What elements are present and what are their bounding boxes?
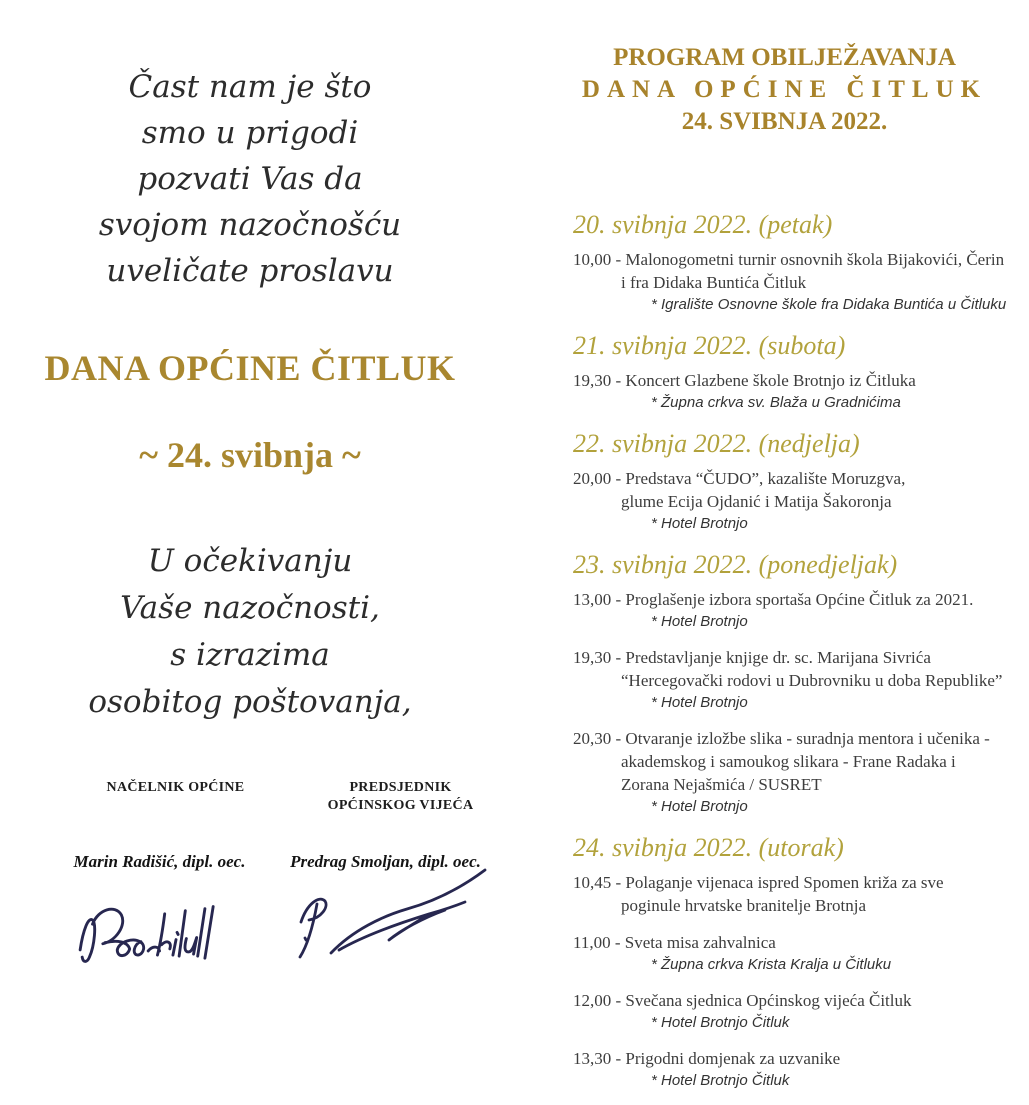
intro-line: Čast nam je što xyxy=(128,69,372,105)
event-line xyxy=(573,989,1029,1012)
program-card xyxy=(540,42,1029,1105)
event-venue: * Hotel Brotnjo Čitluk xyxy=(651,1014,790,1031)
closing-line: Vaše nazočnosti, xyxy=(120,590,380,626)
invitation-intro xyxy=(0,64,500,294)
day-heading: 24. svibnja 2022. (utorak) xyxy=(573,833,844,862)
event-text: Predstavljanje knjige dr. sc. Marijana Sivrića xyxy=(625,648,931,667)
event-line xyxy=(573,467,1029,490)
event-text: Polaganje vijenaca ispred Spomen križa za sve xyxy=(625,873,944,892)
event-text-continuation: akademskog i samoukog slikara - Frane Radaka i xyxy=(621,752,956,771)
event-venue: * Hotel Brotnjo Čitluk xyxy=(651,1072,790,1089)
day-heading: 20. svibnja 2022. (petak) xyxy=(573,210,833,239)
event-line xyxy=(573,248,1029,271)
event-time: 20,00 xyxy=(573,469,612,488)
day-heading: 23. svibnja 2022. (ponedjeljak) xyxy=(573,550,898,579)
time-separator: - xyxy=(611,590,626,609)
event-venue: * Igralište Osnovne škole fra Didaka Buntića u Čitluku xyxy=(651,296,1007,313)
event xyxy=(573,989,1029,1033)
event-line xyxy=(573,1047,1029,1070)
event-text: Otvaranje izložbe slika - suradnja mentora i učenika - xyxy=(625,729,990,748)
closing-line: s izrazima xyxy=(170,637,330,673)
closing-line: osobitog poštovanja, xyxy=(88,684,412,720)
invitation-title: DANA OPĆINE ČITLUK xyxy=(44,348,456,388)
time-separator: - xyxy=(611,729,626,748)
invitation-date-subtitle: ~ 24. svibnja ~ xyxy=(139,435,361,475)
time-separator: - xyxy=(611,250,626,269)
intro-line: uveličate proslavu xyxy=(106,253,394,289)
program-title-line: 24. SVIBNJA 2022. xyxy=(681,108,888,135)
invitation-closing xyxy=(0,538,500,726)
program-title-line: DANA OPĆINE ČITLUK xyxy=(581,76,988,103)
time-separator: - xyxy=(611,648,626,667)
event-time: 19,30 xyxy=(573,371,612,390)
intro-line: pozvati Vas da xyxy=(137,161,363,197)
event xyxy=(573,727,1029,817)
event-time: 12,00 xyxy=(573,991,612,1010)
intro-line: smo u prigodi xyxy=(141,115,359,151)
event-venue: * Hotel Brotnjo xyxy=(651,798,748,815)
day-heading: 22. svibnja 2022. (nedjelja) xyxy=(573,429,860,458)
program-day-21-svibnja xyxy=(573,329,1029,413)
event-text-continuation: glume Ecija Ojdanić i Matija Šakoronja xyxy=(621,492,892,511)
role-line: OPĆINSKOG VIJEĆA xyxy=(327,798,474,813)
signature-marin-radisic xyxy=(76,892,241,980)
signatory-role-council-president xyxy=(318,779,483,815)
time-separator: - xyxy=(610,933,625,952)
event xyxy=(573,1047,1029,1091)
event-text-continuation: i fra Didaka Buntića Čitluk xyxy=(621,273,807,292)
event xyxy=(573,369,1029,413)
event xyxy=(573,931,1029,975)
event-venue: * Hotel Brotnjo xyxy=(651,694,748,711)
event-time: 10,00 xyxy=(573,250,612,269)
event-venue: * Župna crkva sv. Blaža u Gradnićima xyxy=(651,394,901,411)
event-time: 13,00 xyxy=(573,590,612,609)
program-title-line: PROGRAM OBILJEŽAVANJA xyxy=(613,44,956,71)
event-line xyxy=(573,588,1029,611)
event-venue: * Hotel Brotnjo xyxy=(651,613,748,630)
event-text: Svečana sjednica Općinskog vijeća Čitluk xyxy=(625,991,912,1010)
event xyxy=(573,248,1029,315)
time-separator: - xyxy=(611,469,626,488)
event-text-continuation: poginule hrvatske branitelje Brotnja xyxy=(621,896,867,915)
program-day-22-svibnja xyxy=(573,427,1029,534)
program-day-23-svibnja xyxy=(573,548,1029,817)
role-line: NAČELNIK OPĆINE xyxy=(106,780,245,795)
event-text-continuation: Zorana Nejašmića / SUSRET xyxy=(621,775,822,794)
event-line xyxy=(573,931,1029,954)
event-text-continuation: “Hercegovački rodovi u Dubrovniku u doba Republike” xyxy=(621,671,1003,690)
event-line xyxy=(573,646,1029,669)
event-text: Predstava “ČUDO”, kazalište Moruzgva, xyxy=(625,469,906,488)
closing-line: U očekivanju xyxy=(147,543,353,579)
time-separator: - xyxy=(611,991,626,1010)
event xyxy=(573,871,1029,917)
event-venue: * Hotel Brotnjo xyxy=(651,515,748,532)
signatory-name-mayor: Marin Radišić, dipl. oec. xyxy=(73,852,246,871)
event-text: Sveta misa zahvalnica xyxy=(624,933,776,952)
program-title xyxy=(540,42,1029,138)
role-line: PREDSJEDNIK xyxy=(349,780,452,795)
event xyxy=(573,588,1029,632)
program-day-20-svibnja xyxy=(573,208,1029,315)
signatory-name-council-president: Predrag Smoljan, dipl. oec. xyxy=(290,852,481,871)
event xyxy=(573,646,1029,713)
event-line xyxy=(573,727,1029,750)
event-venue: * Župna crkva Krista Kralja u Čitluku xyxy=(651,956,892,973)
event-text: Malonogometni turnir osnovnih škola Bijakovići, Čerin xyxy=(625,250,1005,269)
event-line xyxy=(573,369,1029,392)
event-time: 20,30 xyxy=(573,729,612,748)
event-text: Koncert Glazbene škole Brotnjo iz Čitluka xyxy=(625,371,916,390)
time-separator: - xyxy=(611,371,626,390)
program-day-24-svibnja xyxy=(573,831,1029,1091)
signatory-role-mayor xyxy=(88,779,263,797)
event-line xyxy=(573,871,1029,894)
event-text: Prigodni domjenak za uzvanike xyxy=(625,1049,841,1068)
event-text: Proglašenje izbora sportaša Općine Čitluk za 2021. xyxy=(625,590,974,609)
time-separator: - xyxy=(611,873,626,892)
event xyxy=(573,467,1029,534)
event-time: 13,30 xyxy=(573,1049,612,1068)
day-heading: 21. svibnja 2022. (subota) xyxy=(573,331,846,360)
signature-predrag-smoljan xyxy=(283,862,490,980)
intro-line: svojom nazočnošću xyxy=(98,207,402,243)
event-time: 10,45 xyxy=(573,873,612,892)
event-time: 19,30 xyxy=(573,648,612,667)
event-time: 11,00 xyxy=(573,933,611,952)
time-separator: - xyxy=(611,1049,626,1068)
